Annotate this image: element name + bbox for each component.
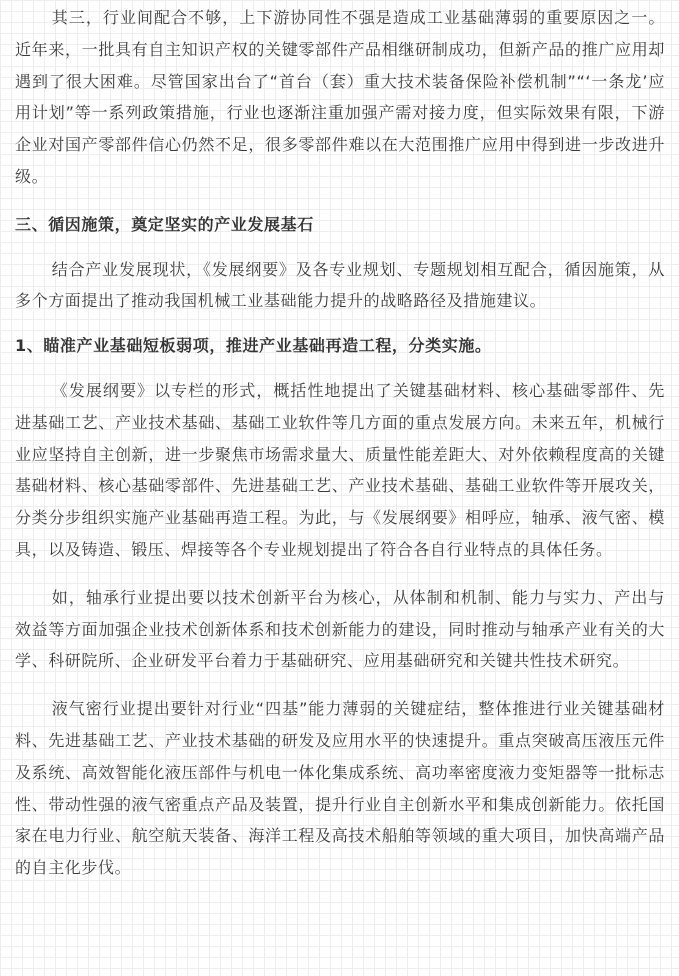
paragraph-hydraulic-industry: 液气密行业提出要针对行业“四基”能力薄弱的关键症结，整体推进行业关键基础材料、先进基础工艺、产业技术基础的研发及应用水平的快速提升。重点突破高压液压元件及系统、高效智能化液压部件与机电一体化集成系统、高功率密度液力变矩器等一批标志性、带动性强的液气密重点产品及装置，提升行业自主创新水平和集成创新能力。依托国家在电力行业、航空航天装备、海洋工程及高技术船舶等领域的重大项目，加快高端产品的自主化步伐。 xyxy=(15,699,665,878)
article-body xyxy=(0,2,679,976)
spacer xyxy=(15,566,665,582)
spacer xyxy=(15,362,665,375)
subsection-heading-1: 1、瞄准产业基础短板弱项，推进产业基础再造工程，分类实施。 xyxy=(15,336,492,356)
paragraph-bearing-industry: 如，轴承行业提出要以技术创新平台为核心，从体制和机制、能力与实力、产出与效益等方面加强企业技术创新体系和技术创新能力的建设，同时推动与轴承产业有关的大学、科研院所、企业研发平台着力于基础研究、应用基础研究和关键共性技术研究。 xyxy=(15,587,665,671)
spacer xyxy=(15,677,665,693)
spacer xyxy=(15,241,665,254)
spacer xyxy=(15,193,665,209)
spacer xyxy=(15,317,665,330)
paragraph-industry-cooperation: 其三，行业间配合不够，上下游协同性不强是造成工业基础薄弱的重要原因之一。近年来，一批具有自主知识产权的关键零部件产品相继研制成功，但新产品的推广应用却遇到了很大困难。尽管国家出台了“首台（套）重大技术装备保险补偿机制”“‘一条龙’应用计划”等一系列政策措施，行业也逐渐注重加强产需对接力度，但实际效果有限，下游企业对国产零部件信心仍然不足，很多零部件难以在大范围推广应用中得到进一步改进升级。 xyxy=(15,8,665,186)
section-heading-3: 三、循因施策，奠定坚实的产业发展基石 xyxy=(15,214,314,234)
paragraph-strategy-intro: 结合产业发展现状，《发展纲要》及各专业规划、专题规划相互配合，循因施策，从多个方面提出了推动我国机械工业基础能力提升的战略路径及措施建议。 xyxy=(15,259,665,311)
paragraph-development-outline: 《发展纲要》以专栏的形式，概括性地提出了关键基础材料、核心基础零部件、先进基础工艺、产业技术基础、基础工业软件等几方面的重点发展方向。未来五年，机械行业应坚持自主创新，进一步聚焦市场需求量大、质量性能差距大、对外依赖程度高的关键基础材料、核心基础零部件、先进基础工艺、产业技术基础、基础工业软件等开展攻关，分类分步组织实施产业基础再造工程。为此，与《发展纲要》相呼应，轴承、液气密、模具，以及铸造、锻压、焊接等各个专业规划提出了符合各自行业特点的具体任务。 xyxy=(15,380,665,559)
